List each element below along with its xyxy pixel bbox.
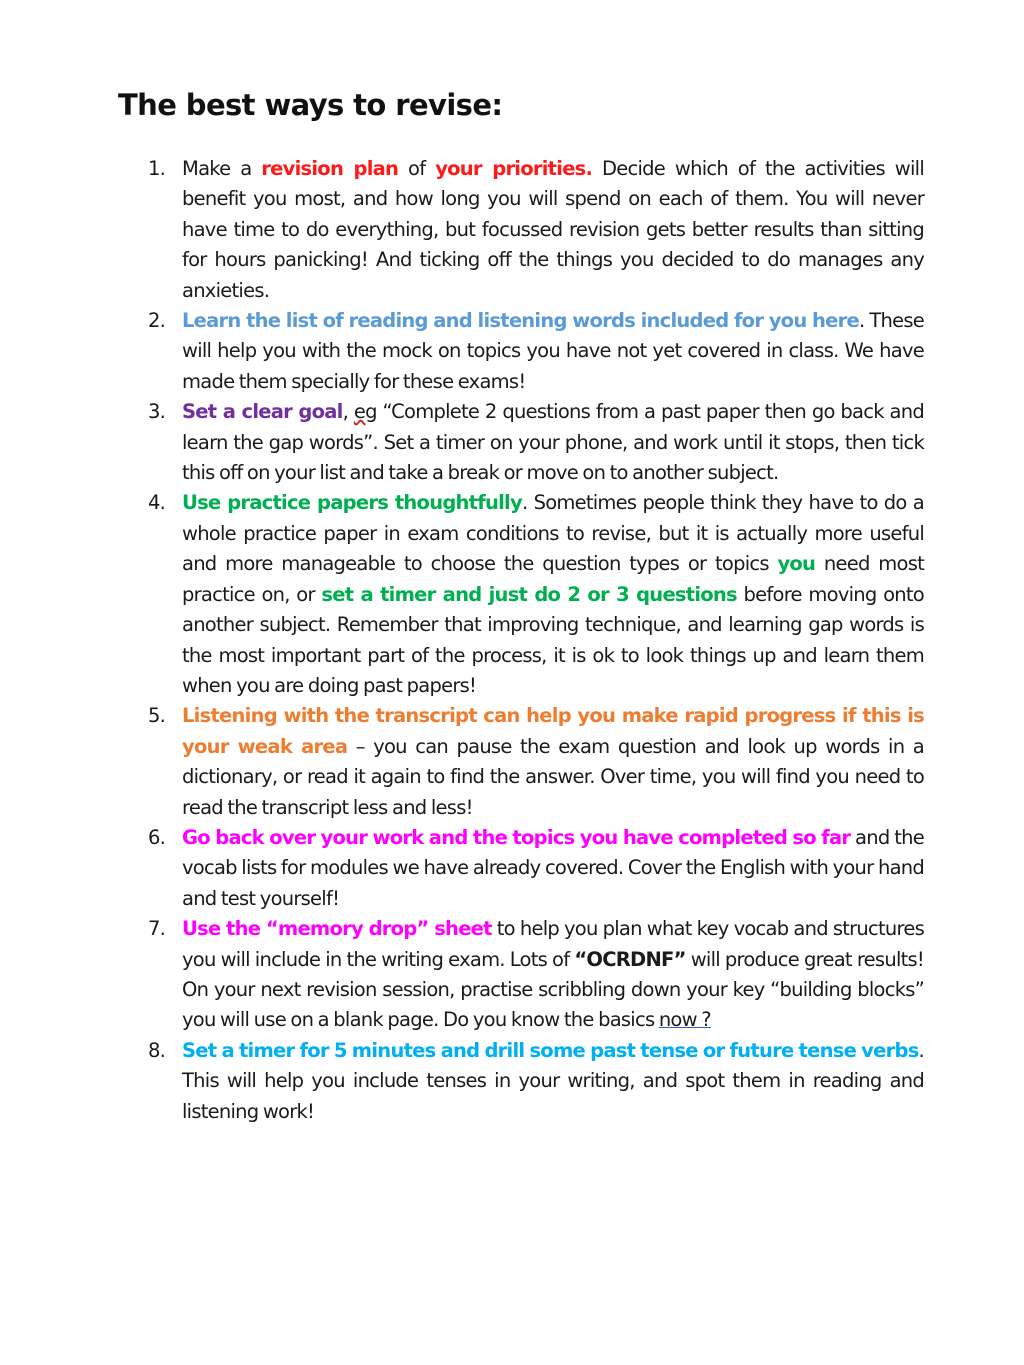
list-item-text bbox=[182, 1036, 924, 1127]
list-item-number: 3. bbox=[148, 400, 166, 424]
list-item-text bbox=[182, 701, 924, 823]
list-item-number: 8. bbox=[148, 1038, 166, 1062]
highlighted-phrase: Learn the list of reading and listening words included for you here bbox=[182, 309, 859, 333]
list-item-number: 6. bbox=[148, 825, 166, 849]
text-segment: to help you plan what key vocab and structures you will include in the writing exam. Lots of bbox=[182, 917, 924, 971]
highlighted-phrase: set a timer and just do 2 or 3 questions bbox=[321, 582, 737, 606]
list-item-text bbox=[182, 823, 924, 914]
text-segment: . Sometimes people think they have to do a whole practice paper in exam conditions to revise, but it is actually more useful and more manageable to choose the question types or topics bbox=[182, 491, 924, 576]
list-item bbox=[148, 701, 924, 823]
text-segment: of bbox=[398, 157, 436, 180]
text-segment: need most practice on, or bbox=[182, 552, 925, 606]
list-item-text bbox=[182, 154, 924, 306]
highlighted-phrase: Use practice papers thoughtfully bbox=[182, 491, 522, 515]
text-segment: will produce great results! On your next revision session, practise scribbling down your key “building blocks” you will use on a blank page. Do you know the basics bbox=[182, 947, 924, 1032]
highlighted-phrase: Use the “memory drop” sheet bbox=[182, 917, 492, 941]
list-item bbox=[148, 1036, 924, 1127]
list-item bbox=[148, 823, 924, 914]
list-item-text bbox=[182, 397, 924, 488]
text-segment: eg bbox=[353, 400, 377, 424]
highlighted-phrase: Go back over your work and the topics you have completed so far bbox=[182, 825, 851, 849]
text-segment: “Complete 2 questions from a past paper then go back and learn the gap words”. Set a timer on your phone, and work until it stops, then tick this off on your list and take a break or move on to another subject. bbox=[182, 400, 924, 485]
list-item bbox=[148, 306, 924, 397]
text-segment: Decide which of the activities will benefit you most, and how long you will spend on each of them. You will never have time to do everything, but focussed revision gets better results than sitting for hours panicking! And ticking off the things you decided to do manages any anxieties. bbox=[182, 157, 924, 302]
page-title: The best ways to revise: bbox=[118, 88, 503, 122]
text-segment: . This will help you include tenses in your writing, and spot them in reading and listening work! bbox=[182, 1038, 924, 1123]
list-item-text bbox=[182, 306, 924, 397]
highlighted-phrase: Set a clear goal bbox=[182, 400, 343, 424]
text-segment: . These will help you with the mock on topics you have not yet covered in class. We have made them specially for these exams! bbox=[182, 309, 924, 393]
highlighted-phrase: you bbox=[777, 552, 816, 576]
list-item bbox=[148, 397, 924, 488]
list-item-number: 5. bbox=[148, 704, 166, 728]
highlighted-phrase: Listening with the transcript can help you make rapid progress if this is your weak area bbox=[182, 704, 924, 758]
list-item-number: 2. bbox=[148, 309, 166, 333]
highlighted-phrase: Set a timer for 5 minutes and drill some past tense or future tense verbs bbox=[182, 1038, 919, 1062]
text-segment: now ? bbox=[658, 1008, 711, 1032]
list-item bbox=[148, 914, 924, 1036]
text-segment: – you can pause the exam question and look up words in a dictionary, or read it again to find the answer. Over time, you will find you need to read the transcript less and less! bbox=[182, 734, 925, 819]
highlighted-phrase: “OCRDNF” bbox=[574, 947, 686, 971]
list-item-number: 7. bbox=[148, 917, 166, 941]
text-segment: Make a bbox=[182, 157, 262, 180]
list-item bbox=[148, 154, 924, 306]
highlighted-phrase: your priorities. bbox=[435, 157, 593, 180]
text-segment: before moving onto another subject. Remember that improving technique, and learning gap words is the most important part of the process, it is ok to look things up and learn them when you are doing past papers! bbox=[182, 582, 924, 697]
list-item-number: 1. bbox=[148, 157, 166, 180]
revision-tips-list bbox=[148, 154, 924, 1127]
list-item-number: 4. bbox=[148, 491, 166, 515]
text-segment: and the vocab lists for modules we have already covered. Cover the English with your hand and test yourself! bbox=[182, 825, 924, 910]
list-item bbox=[148, 488, 924, 701]
text-segment: , bbox=[342, 400, 354, 424]
highlighted-phrase: revision plan bbox=[261, 157, 399, 180]
list-item-text bbox=[182, 488, 924, 701]
list-item-text bbox=[182, 914, 924, 1036]
